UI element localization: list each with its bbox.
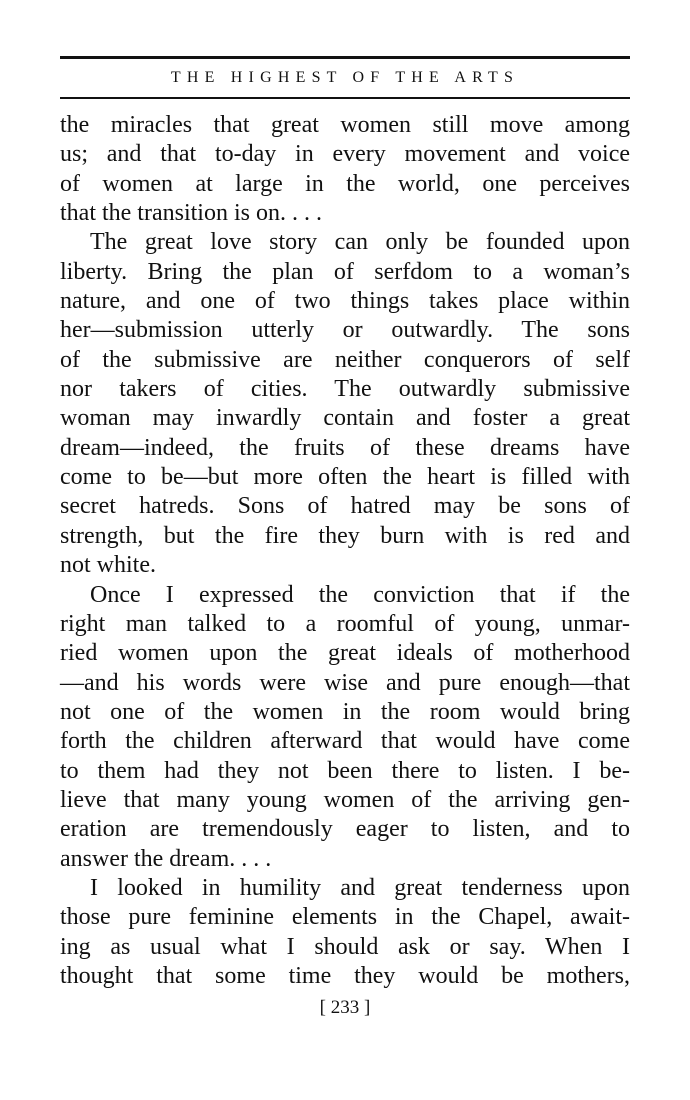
text-line: come to be—but more often the heart is filled with (60, 464, 630, 491)
header-rule-bottom (60, 97, 630, 99)
text-line: thought that some time they would be mothers, (60, 962, 630, 989)
text-line: answer the dream. . . . (60, 845, 272, 872)
text-line: liberty. Bring the plan of serfdom to a woman’s (60, 258, 630, 285)
text-line: lieve that many young women of the arriving gen- (60, 786, 630, 813)
text-line: —and his words were wise and pure enough—that (60, 669, 630, 696)
header-rule-top (60, 56, 630, 59)
text-line: I looked in humility and great tenderness upon (90, 874, 630, 901)
text-line: the miracles that great women still move among (60, 112, 630, 138)
running-head: THE HIGHEST OF THE ARTS (170, 69, 520, 86)
text-line: woman may inwardly contain and foster a great (60, 405, 630, 432)
body-text (60, 111, 630, 991)
text-line: eration are tremendously eager to listen, and to (60, 816, 630, 843)
text-line: her—submission utterly or outwardly. The sons (60, 317, 630, 344)
text-line: forth the children afterward that would have come (60, 728, 630, 755)
text-line: Once I expressed the conviction that if the (90, 581, 630, 608)
text-line: ried women upon the great ideals of motherhood (60, 640, 630, 667)
text-line: of the submissive are neither conquerors of self (60, 346, 630, 373)
text-line: ing as usual what I should ask or say. When I (60, 933, 630, 960)
text-line: dream—indeed, the fruits of these dreams have (60, 434, 630, 461)
text-line: right man talked to a roomful of young, unmar- (60, 610, 630, 637)
text-line: The great love story can only be founded upon (90, 229, 630, 256)
text-line: us; and that to-day in every movement and voice (60, 141, 630, 168)
text-line: nor takers of cities. The outwardly submissive (60, 376, 630, 403)
text-line: not one of the women in the room would bring (60, 698, 630, 725)
text-line: not white. (60, 552, 156, 579)
text-line: strength, but the fire they burn with is red and (60, 522, 630, 549)
text-line: of women at large in the world, one perceives (60, 170, 630, 197)
page-number: [ 233 ] (319, 997, 371, 1018)
text-line: to them had they not been there to listen. I be- (60, 757, 630, 784)
text-line: secret hatreds. Sons of hatred may be sons of (60, 493, 630, 520)
text-line: those pure feminine elements in the Chapel, await- (60, 904, 630, 931)
text-line: nature, and one of two things takes place within (60, 288, 630, 315)
text-line: that the transition is on. . . . (60, 200, 322, 227)
